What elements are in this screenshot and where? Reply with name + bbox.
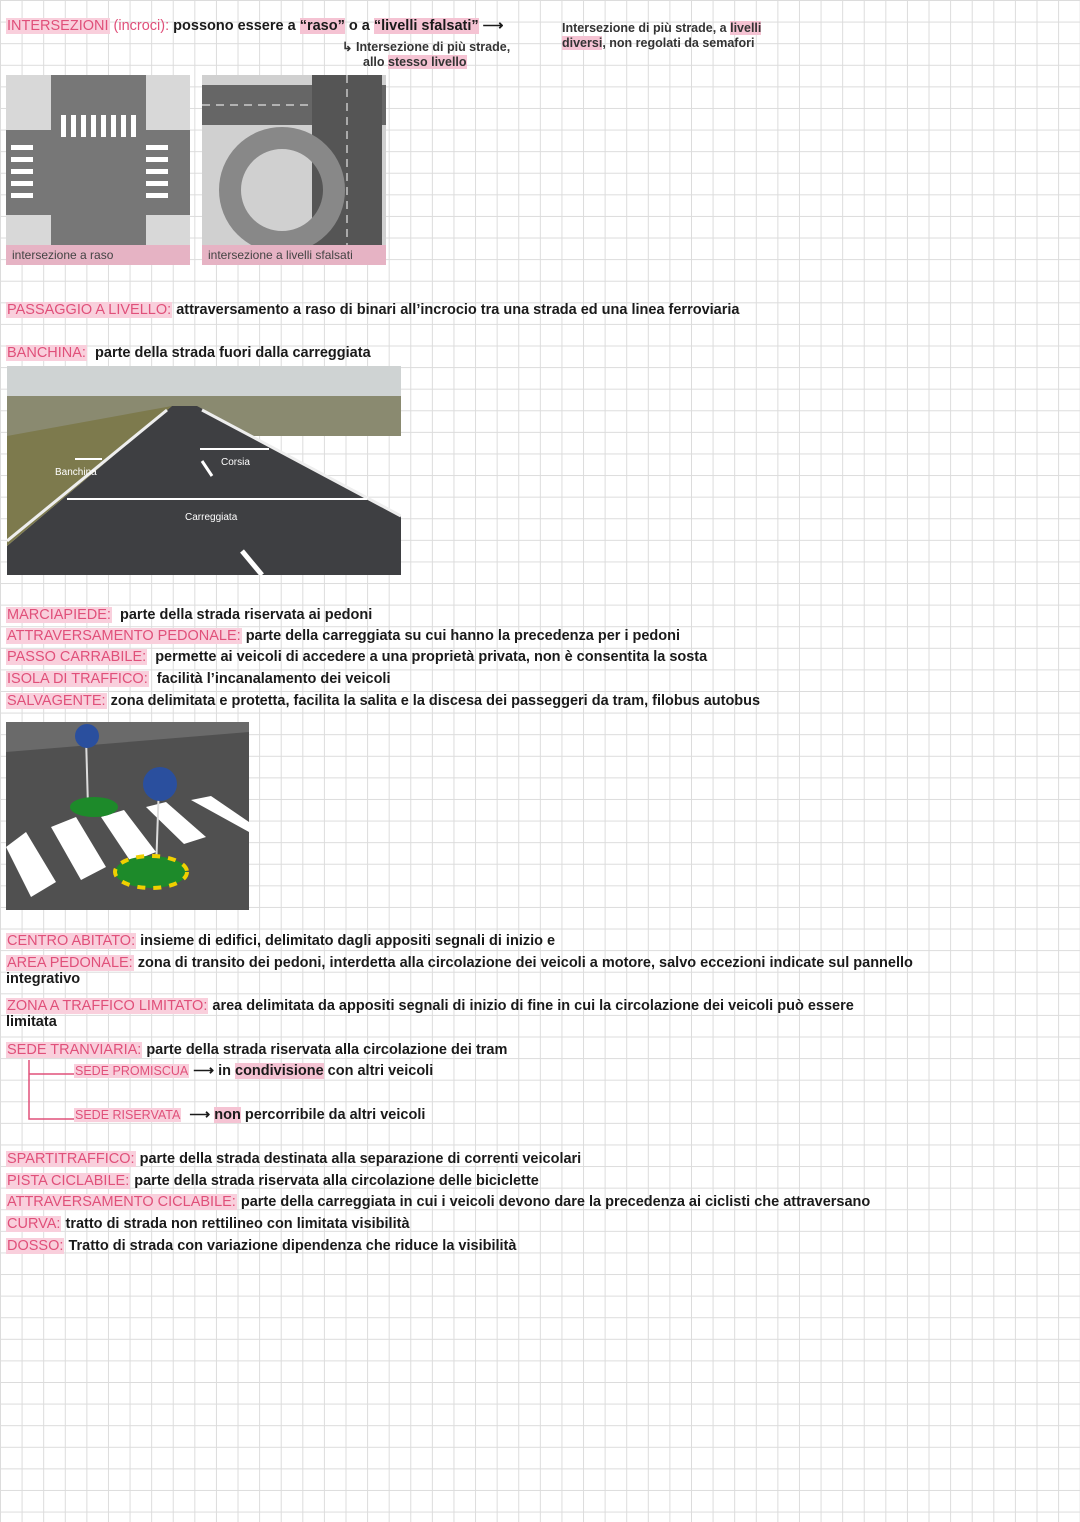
term: BANCHINA: <box>7 345 86 361</box>
image-intersezione-sfalsati <box>202 75 386 265</box>
def-dosso <box>6 1238 516 1254</box>
caption: intersezione a raso <box>6 245 190 265</box>
def-passo-carrabile <box>6 649 707 665</box>
caption: intersezione a livelli sfalsati <box>202 245 386 265</box>
definition: zona delimitata e protetta, facilita la salita e la discesa dei passeggeri da tram, filobus autobus <box>110 693 761 709</box>
definition: parte della strada destinata alla separazione di correnti veicolari <box>139 1151 582 1167</box>
term: SPARTITRAFFICO: <box>7 1151 135 1167</box>
term: CENTRO ABITATO: <box>7 933 136 949</box>
def-passaggio-livello <box>6 302 739 318</box>
definition-cont: integrativo <box>6 971 81 987</box>
def-attraversamento-pedonale <box>6 628 680 644</box>
image-salvagente <box>6 722 249 910</box>
def-curva <box>6 1216 410 1232</box>
paren: (incroci): <box>113 18 170 34</box>
label-banchina: Banchina <box>55 467 97 478</box>
def-marciapiede <box>6 607 372 623</box>
livelli: “livelli sfalsati” <box>373 18 479 34</box>
definition: parte della strada riservata alla circolazione delle biciclette <box>134 1173 539 1189</box>
def-ztl <box>6 998 854 1030</box>
text: , non regolati da semafori <box>602 36 755 50</box>
term: SALVAGENTE: <box>7 693 106 709</box>
text: o a <box>348 18 370 34</box>
arrow-down-right-icon: ↳ <box>342 40 353 54</box>
def-centro-abitato <box>6 933 555 949</box>
definition: tratto di strada non rettilineo con limitata visibilità <box>65 1216 410 1232</box>
definition-cont: limitata <box>6 1014 57 1030</box>
text: percorribile da altri veicoli <box>244 1107 426 1123</box>
hl: condivisione <box>235 1063 324 1079</box>
term: CURVA: <box>7 1216 61 1232</box>
sede-riservata <box>74 1107 425 1123</box>
def-pista-ciclabile <box>6 1173 539 1189</box>
def-area-pedonale <box>6 955 913 987</box>
def-salvagente <box>6 693 760 709</box>
definition: area delimitata da appositi segnali di inizio di fine in cui la circolazione dei veicoli può essere <box>212 998 854 1014</box>
definition: parte della strada fuori dalla carreggiata <box>95 345 371 361</box>
text: Intersezione di più strade, <box>355 40 511 54</box>
note-right <box>562 21 761 51</box>
text: allo <box>363 55 385 69</box>
definition: zona di transito dei pedoni, interdetta alla circolazione dei veicoli a motore, salvo eccezioni indicate sul pannello <box>137 955 913 971</box>
def-isola-traffico <box>6 671 391 687</box>
definition: insieme di edifici, delimitato dagli appositi segnali di inizio e <box>140 933 556 949</box>
def-attraversamento-ciclabile <box>6 1194 870 1210</box>
definition: attraversamento a raso di binari all’incrocio tra una strada ed una linea ferroviaria <box>176 302 740 318</box>
raso: “raso” <box>299 18 345 34</box>
text: Intersezione di più strade, a <box>562 21 727 35</box>
term: ZONA A TRAFFICO LIMITATO: <box>7 998 208 1014</box>
note-below <box>342 40 510 70</box>
text: con altri veicoli <box>327 1063 434 1079</box>
branch-connector <box>25 1060 80 1125</box>
definition: Tratto di strada con variazione dipendenza che riduce la visibilità <box>68 1238 517 1254</box>
term: ATTRAVERSAMENTO CICLABILE: <box>7 1194 236 1210</box>
definition: parte della strada riservata ai pedoni <box>120 607 373 623</box>
term: DOSSO: <box>7 1238 64 1254</box>
term: SEDE PROMISCUA <box>75 1064 189 1078</box>
hl: diversi <box>562 36 603 50</box>
term: ISOLA DI TRAFFICO: <box>7 671 148 687</box>
label-corsia: Corsia <box>221 457 250 468</box>
sede-promiscua <box>74 1063 433 1079</box>
def-banchina <box>6 345 371 361</box>
term: INTERSEZIONI <box>7 18 109 34</box>
term: PASSAGGIO A LIVELLO: <box>7 302 172 318</box>
term: PISTA CICLABILE: <box>7 1173 130 1189</box>
arrow-right-icon: ⟶ <box>189 1107 211 1123</box>
term: MARCIAPIEDE: <box>7 607 111 623</box>
def-sede-tranviaria <box>6 1042 507 1058</box>
definition: permette ai veicoli di accedere a una proprietà privata, non è consentita la sosta <box>155 649 708 665</box>
label-carreggiata: Carreggiata <box>185 512 238 523</box>
text: possono essere a <box>173 18 296 34</box>
intersezioni-line <box>6 18 503 34</box>
term: AREA PEDONALE: <box>7 955 133 971</box>
image-intersezione-raso <box>6 75 190 265</box>
term: SEDE RISERVATA <box>75 1108 181 1122</box>
hl: stesso livello <box>388 55 467 69</box>
term: SEDE TRANVIARIA: <box>7 1042 142 1058</box>
text: in <box>218 1063 231 1079</box>
def-spartitraffico <box>6 1151 581 1167</box>
arrow-right-icon: ⟶ <box>482 18 504 34</box>
hl: livelli <box>730 21 762 35</box>
arrow-right-icon: ⟶ <box>193 1063 215 1079</box>
definition: facilità l’incanalamento dei veicoli <box>156 671 391 687</box>
term: ATTRAVERSAMENTO PEDONALE: <box>7 628 241 644</box>
definition: parte della carreggiata in cui i veicoli devono dare la precedenza ai ciclisti che attraversano <box>240 1194 871 1210</box>
definition: parte della carreggiata su cui hanno la precedenza per i pedoni <box>245 628 681 644</box>
term: PASSO CARRABILE: <box>7 649 147 665</box>
hl: non <box>214 1107 241 1123</box>
definition: parte della strada riservata alla circolazione dei tram <box>146 1042 508 1058</box>
image-banchina-road <box>7 366 401 575</box>
